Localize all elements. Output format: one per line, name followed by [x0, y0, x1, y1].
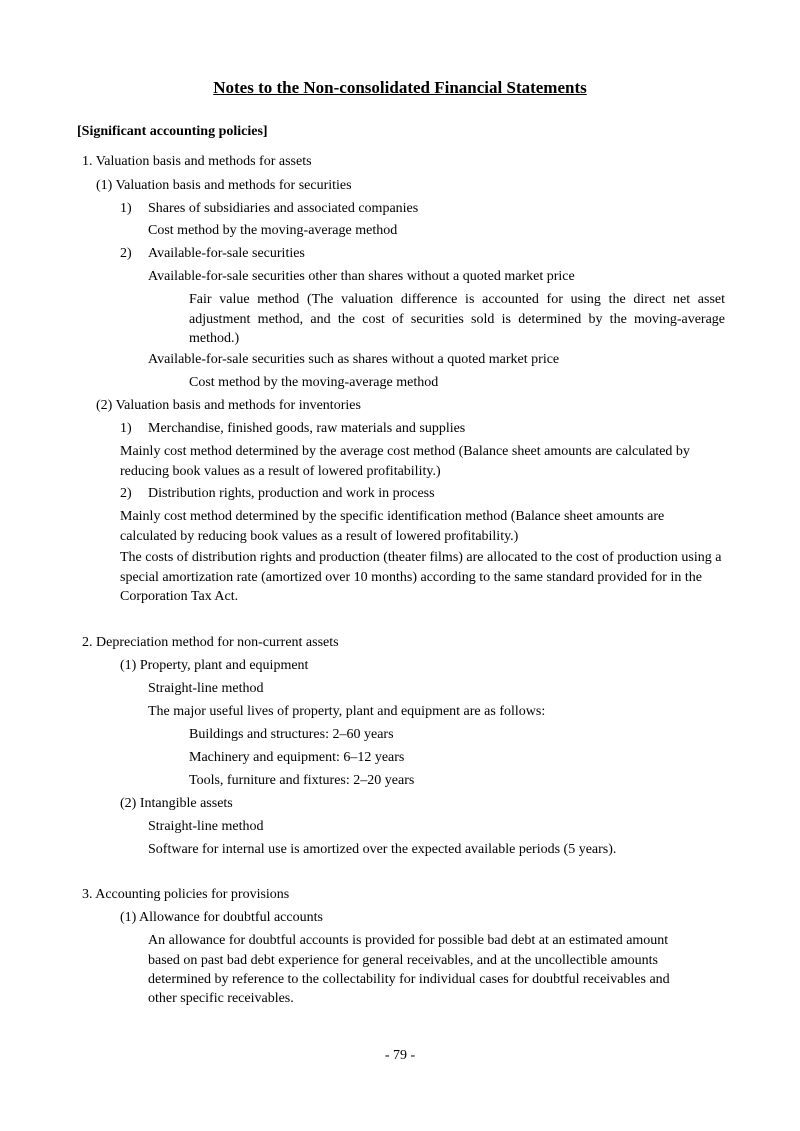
item-title: Distribution rights, production and work in process	[148, 486, 435, 501]
section-2-heading: 2. Depreciation method for non-current assets	[82, 635, 339, 650]
allowance-text-line: An allowance for doubtful accounts is provided for possible bad debt at an estimated amount	[148, 933, 669, 948]
item-title: Shares of subsidiaries and associated companies	[148, 201, 419, 216]
sub-item-text: Cost method by the moving-average method	[189, 375, 439, 390]
section-1-1-heading: (1) Valuation basis and methods for securities	[96, 178, 352, 193]
item-label: 2)	[120, 246, 132, 261]
section-3-1-heading: (1) Allowance for doubtful accounts	[120, 910, 323, 925]
useful-life-item: Tools, furniture and fixtures: 2–20 years	[189, 773, 415, 788]
item-label: 2)	[120, 486, 132, 501]
sub-item-text: Fair value method (The valuation difference is accounted for using the direct net asset adjustment method, and the cost of securities sold is determined by the moving-average method.)	[189, 292, 725, 346]
allowance-text-line: based on past bad debt experience for general receivables, and at the uncollectible amounts	[148, 953, 659, 968]
item-text: Mainly cost method determined by the average cost method (Balance sheet amounts are calculated by reducing book values as a result of lowered profitability.)	[120, 444, 690, 479]
allowance-text-line: determined by reference to the collectability for individual cases for doubtful receivables and	[148, 972, 670, 987]
section-1-heading: 1. Valuation basis and methods for assets	[82, 154, 312, 169]
item-text: The costs of distribution rights and production (theater films) are allocated to the cost of production using a special amortization rate (amortized over 10 months) according to the same standard provided for in the Corporation Tax Act.	[120, 550, 722, 604]
page-number: - 79 -	[384, 1048, 416, 1063]
item-title: Merchandise, finished goods, raw materials and supplies	[148, 421, 466, 436]
section-heading: [Significant accounting policies]	[77, 124, 268, 139]
useful-lives-intro: The major useful lives of property, plant and equipment are as follows:	[148, 704, 546, 719]
sub-item-title: Available-for-sale securities such as shares without a quoted market price	[148, 352, 560, 367]
item-text: Software for internal use is amortized over the expected available periods (5 years).	[148, 842, 617, 857]
item-text: Cost method by the moving-average method	[148, 223, 398, 238]
useful-life-item: Buildings and structures: 2–60 years	[189, 727, 394, 742]
page-title: Notes to the Non-consolidated Financial Statements	[213, 78, 587, 97]
section-2-2-heading: (2) Intangible assets	[120, 796, 233, 811]
method-text: Straight-line method	[148, 819, 264, 834]
section-3-heading: 3. Accounting policies for provisions	[82, 887, 290, 902]
allowance-text-line: other specific receivables.	[148, 991, 294, 1006]
item-label: 1)	[120, 201, 132, 216]
item-label: 1)	[120, 421, 132, 436]
item-title: Available-for-sale securities	[148, 246, 305, 261]
method-text: Straight-line method	[148, 681, 264, 696]
section-1-2-heading: (2) Valuation basis and methods for inventories	[96, 398, 361, 413]
section-2-1-heading: (1) Property, plant and equipment	[120, 658, 309, 673]
item-text: Mainly cost method determined by the specific identification method (Balance sheet amounts are calculated by reducing book values as a result of lowered profitability.)	[120, 509, 665, 544]
useful-life-item: Machinery and equipment: 6–12 years	[189, 750, 405, 765]
sub-item-title: Available-for-sale securities other than shares without a quoted market price	[148, 269, 575, 284]
